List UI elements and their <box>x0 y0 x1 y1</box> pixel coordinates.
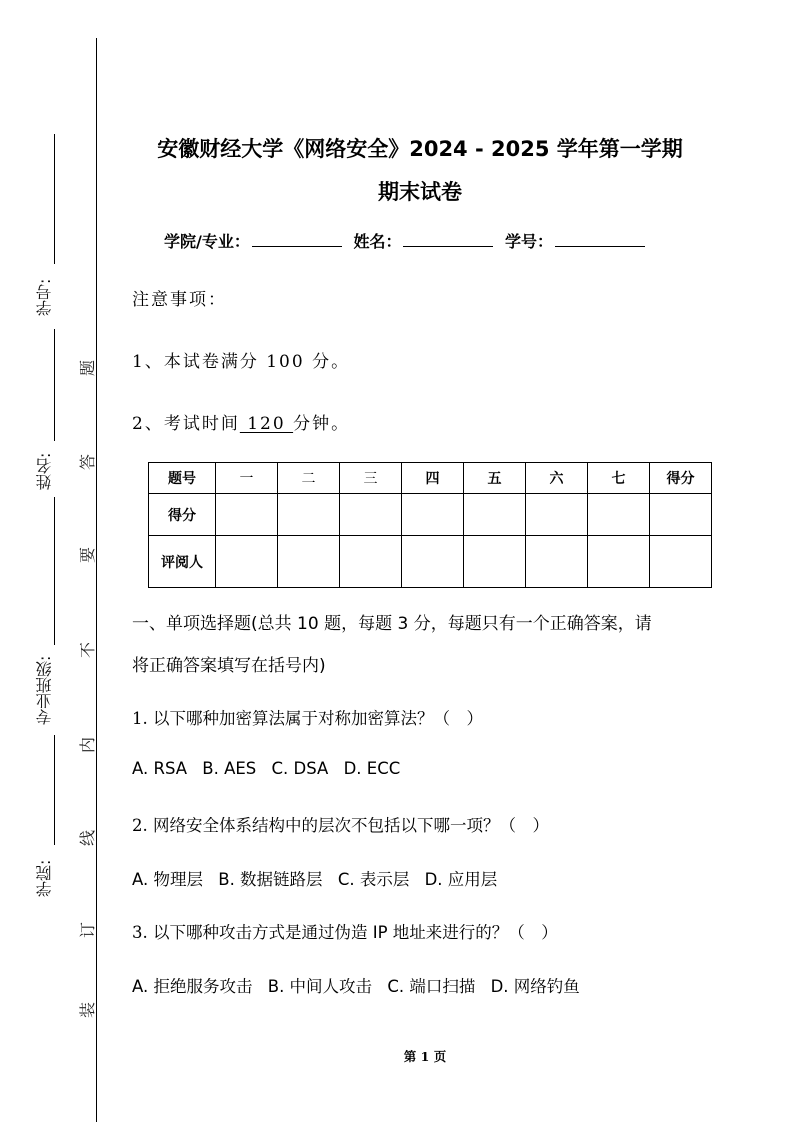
question-3-options <box>132 973 590 997</box>
field-line-major-class[interactable] <box>54 497 55 645</box>
reviewer-cell[interactable] <box>216 536 278 588</box>
header-cell: 七 <box>588 463 650 494</box>
binding-char: 装 <box>78 1002 97 1019</box>
option-d: D. 应用层 <box>424 870 498 889</box>
option-a: A. 拒绝服务攻击 <box>132 977 253 996</box>
header-cell: 五 <box>464 463 526 494</box>
header-cell: 一 <box>216 463 278 494</box>
reviewer-cell[interactable] <box>650 536 712 588</box>
exam-duration-value: 120 <box>239 414 294 434</box>
score-cell[interactable] <box>588 494 650 536</box>
section-1-title: 一、单项选择题(总共 10 题，每题 3 分，每题只有一个正确答案，请 <box>132 614 652 634</box>
page-number: 第 1 页 <box>403 1049 447 1064</box>
header-cell: 得分 <box>650 463 712 494</box>
score-cell[interactable] <box>464 494 526 536</box>
score-table-header-row <box>149 463 712 494</box>
reviewer-cell[interactable] <box>526 536 588 588</box>
student-id-blank[interactable] <box>555 230 645 247</box>
section-1-title-cont: 将正确答案填写在括号内) <box>132 656 326 676</box>
score-table <box>148 462 712 588</box>
question-2-options <box>132 866 507 890</box>
note-item-1: 1、本试卷满分 100 分。 <box>132 352 351 372</box>
question-text: 以下哪种攻击方式是通过伪造 IP 地址来进行的？（ ） <box>153 923 558 942</box>
option-c: C. 端口扫描 <box>387 977 476 996</box>
reviewer-cell[interactable] <box>278 536 340 588</box>
label-name: 姓名: <box>30 446 60 496</box>
question-1 <box>132 705 483 729</box>
question-number: 2. <box>132 816 148 835</box>
binding-char: 答 <box>78 454 97 471</box>
name-label: 姓名： <box>353 232 402 251</box>
row-label: 得分 <box>149 494 216 536</box>
reviewer-cell[interactable] <box>464 536 526 588</box>
option-c: C. DSA <box>271 759 329 778</box>
header-cell: 四 <box>402 463 464 494</box>
option-a: A. RSA <box>132 759 188 778</box>
row-label: 评阅人 <box>149 536 216 588</box>
header-cell: 六 <box>526 463 588 494</box>
option-d: D. 网络钓鱼 <box>490 977 580 996</box>
college-major-label: 学院/专业： <box>164 232 250 251</box>
label-college: 学院: <box>30 853 60 903</box>
header-cell: 题号 <box>149 463 216 494</box>
binding-char: 题 <box>78 360 97 377</box>
score-cell[interactable] <box>278 494 340 536</box>
binding-rule <box>96 38 97 1122</box>
reviewer-cell[interactable] <box>402 536 464 588</box>
field-line-name[interactable] <box>54 329 55 441</box>
exam-subtitle: 期末试卷 <box>378 180 462 204</box>
question-1-options <box>132 759 410 778</box>
option-b: B. 数据链路层 <box>218 870 323 889</box>
note-item-2 <box>132 409 350 434</box>
note-item-2-prefix: 2、考试时间 <box>132 414 240 434</box>
field-line-college[interactable] <box>54 735 55 845</box>
header-cell: 三 <box>340 463 402 494</box>
label-student-id: 学号: <box>30 272 60 322</box>
reviewer-row <box>149 536 712 588</box>
binding-char: 不 <box>78 642 97 659</box>
question-number: 3. <box>132 923 148 942</box>
question-text: 以下哪种加密算法属于对称加密算法？（ ） <box>153 709 483 728</box>
question-3 <box>132 919 558 943</box>
binding-char: 要 <box>78 547 97 564</box>
binding-char: 内 <box>78 737 97 754</box>
field-line-student-id[interactable] <box>54 134 55 264</box>
notes-heading: 注意事项： <box>132 290 227 310</box>
question-2 <box>132 812 549 836</box>
score-cell[interactable] <box>340 494 402 536</box>
college-major-blank[interactable] <box>252 230 342 247</box>
score-row <box>149 494 712 536</box>
label-major-class: 专业班级: <box>30 648 60 732</box>
binding-char: 订 <box>78 922 97 939</box>
option-a: A. 物理层 <box>132 870 203 889</box>
reviewer-cell[interactable] <box>588 536 650 588</box>
score-cell[interactable] <box>526 494 588 536</box>
header-cell: 二 <box>278 463 340 494</box>
exam-title: 安徽财经大学《网络安全》2024 - 2025 学年第一学期 <box>157 137 683 161</box>
question-number: 1. <box>132 709 148 728</box>
score-cell[interactable] <box>216 494 278 536</box>
name-blank[interactable] <box>403 230 493 247</box>
binding-char: 线 <box>78 830 97 847</box>
question-text: 网络安全体系结构中的层次不包括以下哪一项？（ ） <box>153 816 549 835</box>
reviewer-cell[interactable] <box>340 536 402 588</box>
score-cell[interactable] <box>650 494 712 536</box>
option-c: C. 表示层 <box>337 870 410 889</box>
option-b: B. AES <box>202 759 257 778</box>
note-item-2-suffix: 分钟。 <box>293 414 351 434</box>
option-d: D. ECC <box>343 759 401 778</box>
option-b: B. 中间人攻击 <box>267 977 373 996</box>
student-info-line <box>164 229 651 252</box>
score-cell[interactable] <box>402 494 464 536</box>
student-id-label: 学号： <box>505 232 554 251</box>
